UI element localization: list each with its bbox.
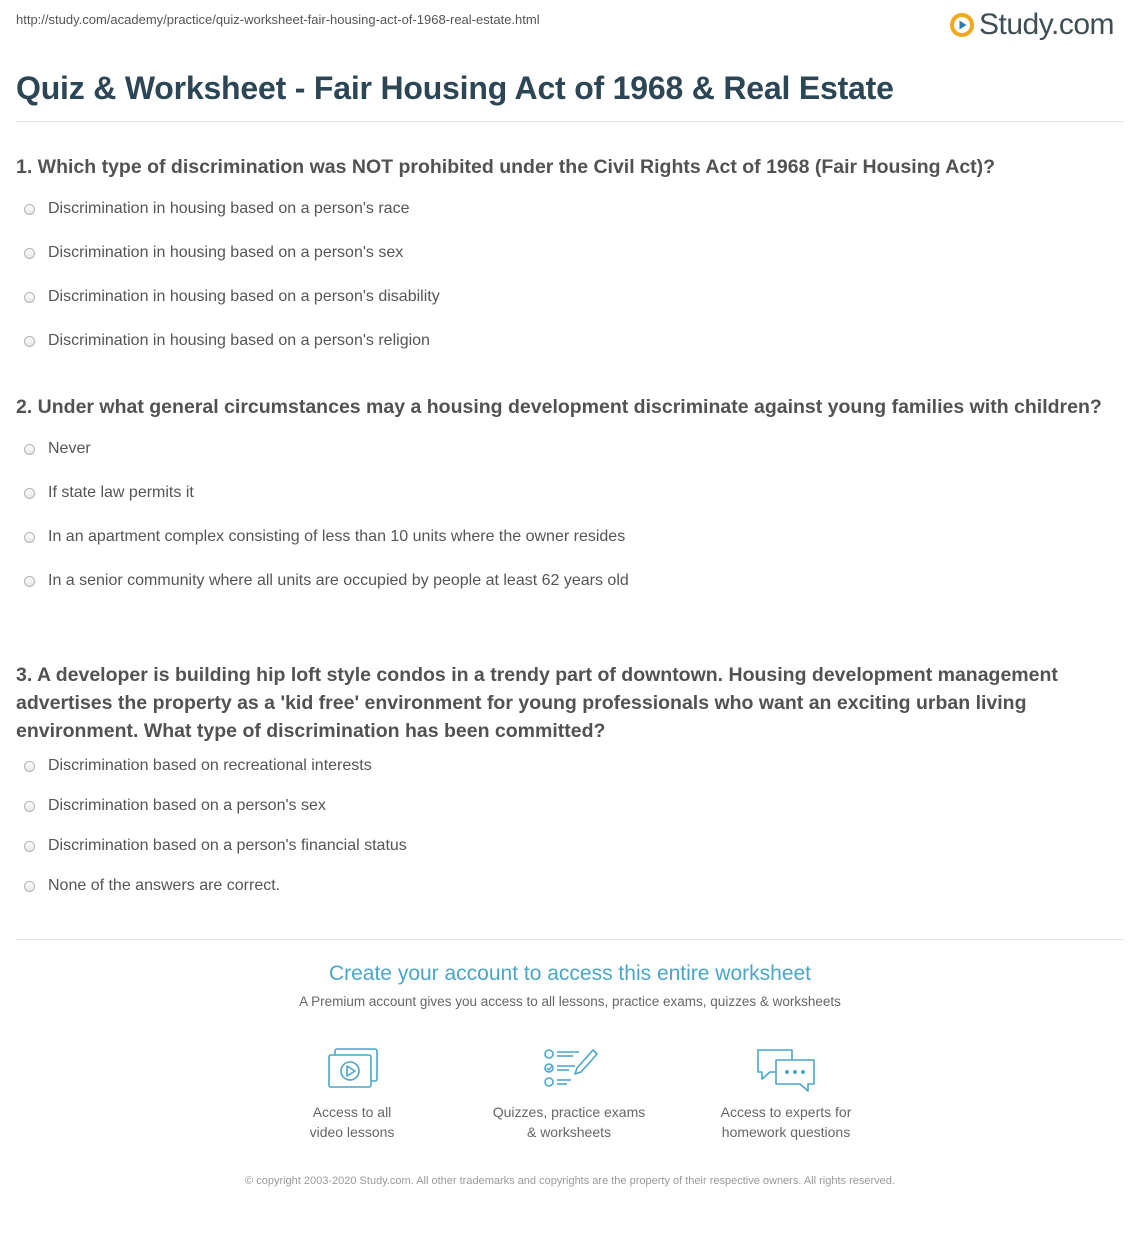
question-text: 2. Under what general circumstances may a housing development discriminate against young families with children? — [16, 396, 1102, 418]
answer-choice[interactable] — [16, 275, 1126, 319]
feature-label-line: video lessons — [309, 1124, 395, 1140]
answer-choice[interactable] — [16, 471, 1126, 515]
choice-label: Never — [48, 440, 91, 457]
answer-choice[interactable] — [16, 319, 1126, 363]
question-3 — [16, 661, 1126, 906]
page-title: Quiz & Worksheet - Fair Housing Act of 1968 & Real Estate — [16, 70, 894, 106]
copyright-notice: © copyright 2003-2020 Study.com. All other trademarks and copyrights are the property of their respective owners. All rights reserved. — [245, 1175, 895, 1187]
answer-choice[interactable] — [16, 231, 1126, 275]
choice-label: Discrimination based on a person's sex — [48, 797, 326, 814]
premium-description: A Premium account gives you access to all lessons, practice exams, quizzes & worksheets — [299, 994, 841, 1009]
radio-button[interactable] — [24, 576, 35, 587]
choice-label: Discrimination in housing based on a person's sex — [48, 244, 404, 261]
page-url: http://study.com/academy/practice/quiz-worksheet-fair-housing-act-of-1968-real-estate.html — [16, 12, 540, 27]
answer-choice[interactable] — [16, 826, 1126, 866]
feature-quizzes — [469, 1046, 669, 1142]
radio-button[interactable] — [24, 532, 35, 543]
choice-label: None of the answers are correct. — [48, 877, 281, 894]
chat-bubbles-icon — [754, 1046, 818, 1094]
question-text: 3. A developer is building hip loft style condos in a trendy part of downtown. Housing development management advertises the property as a 'kid free' environment for young professionals who want an exciting urban living environment. What type of discrimination has been committed? — [16, 664, 1058, 742]
choice-label: Discrimination in housing based on a person's disability — [48, 288, 440, 305]
radio-button[interactable] — [24, 761, 35, 772]
answer-choice[interactable] — [16, 866, 1126, 906]
answer-choice[interactable] — [16, 786, 1126, 826]
play-logo-icon — [949, 12, 975, 38]
feature-label-line: & worksheets — [526, 1124, 612, 1140]
brand-name: Study.com — [979, 8, 1114, 41]
choice-label: If state law permits it — [48, 484, 194, 501]
create-account-link[interactable]: Create your account to access this entire worksheet — [328, 962, 812, 985]
answer-choice[interactable] — [16, 515, 1126, 559]
video-lessons-icon — [320, 1046, 384, 1094]
top-bar — [0, 0, 1140, 50]
choice-label: Discrimination based on recreational interests — [48, 757, 372, 774]
feature-label-line: Quizzes, practice exams — [492, 1104, 646, 1120]
choice-label: In a senior community where all units are occupied by people at least 62 years old — [48, 572, 629, 589]
answer-choice[interactable] — [16, 187, 1126, 231]
radio-button[interactable] — [24, 444, 35, 455]
section-divider — [16, 939, 1124, 940]
feature-label-line: Access to experts for — [720, 1104, 852, 1120]
radio-button[interactable] — [24, 204, 35, 215]
radio-button[interactable] — [24, 248, 35, 259]
study-logo[interactable] — [949, 8, 1114, 42]
choice-label: Discrimination in housing based on a person's race — [48, 200, 410, 217]
feature-label-line: Access to all — [312, 1104, 392, 1120]
radio-button[interactable] — [24, 801, 35, 812]
question-2 — [16, 393, 1126, 603]
choice-label: Discrimination based on a person's financial status — [48, 837, 407, 854]
choice-label: Discrimination in housing based on a person's religion — [48, 332, 430, 349]
question-text: 1. Which type of discrimination was NOT prohibited under the Civil Rights Act of 1968 (Fair Housing Act)? — [16, 156, 996, 178]
answer-choice[interactable] — [16, 746, 1126, 786]
answer-choice[interactable] — [16, 559, 1126, 603]
feature-label-line: homework questions — [721, 1124, 851, 1140]
radio-button[interactable] — [24, 841, 35, 852]
title-divider — [16, 121, 1124, 122]
feature-video-lessons — [252, 1046, 452, 1142]
quiz-checklist-icon — [537, 1046, 601, 1094]
radio-button[interactable] — [24, 336, 35, 347]
question-1 — [16, 153, 1126, 363]
radio-button[interactable] — [24, 881, 35, 892]
answer-choice[interactable] — [16, 427, 1126, 471]
radio-button[interactable] — [24, 292, 35, 303]
feature-experts — [686, 1046, 886, 1142]
choice-label: In an apartment complex consisting of less than 10 units where the owner resides — [48, 528, 626, 545]
radio-button[interactable] — [24, 488, 35, 499]
